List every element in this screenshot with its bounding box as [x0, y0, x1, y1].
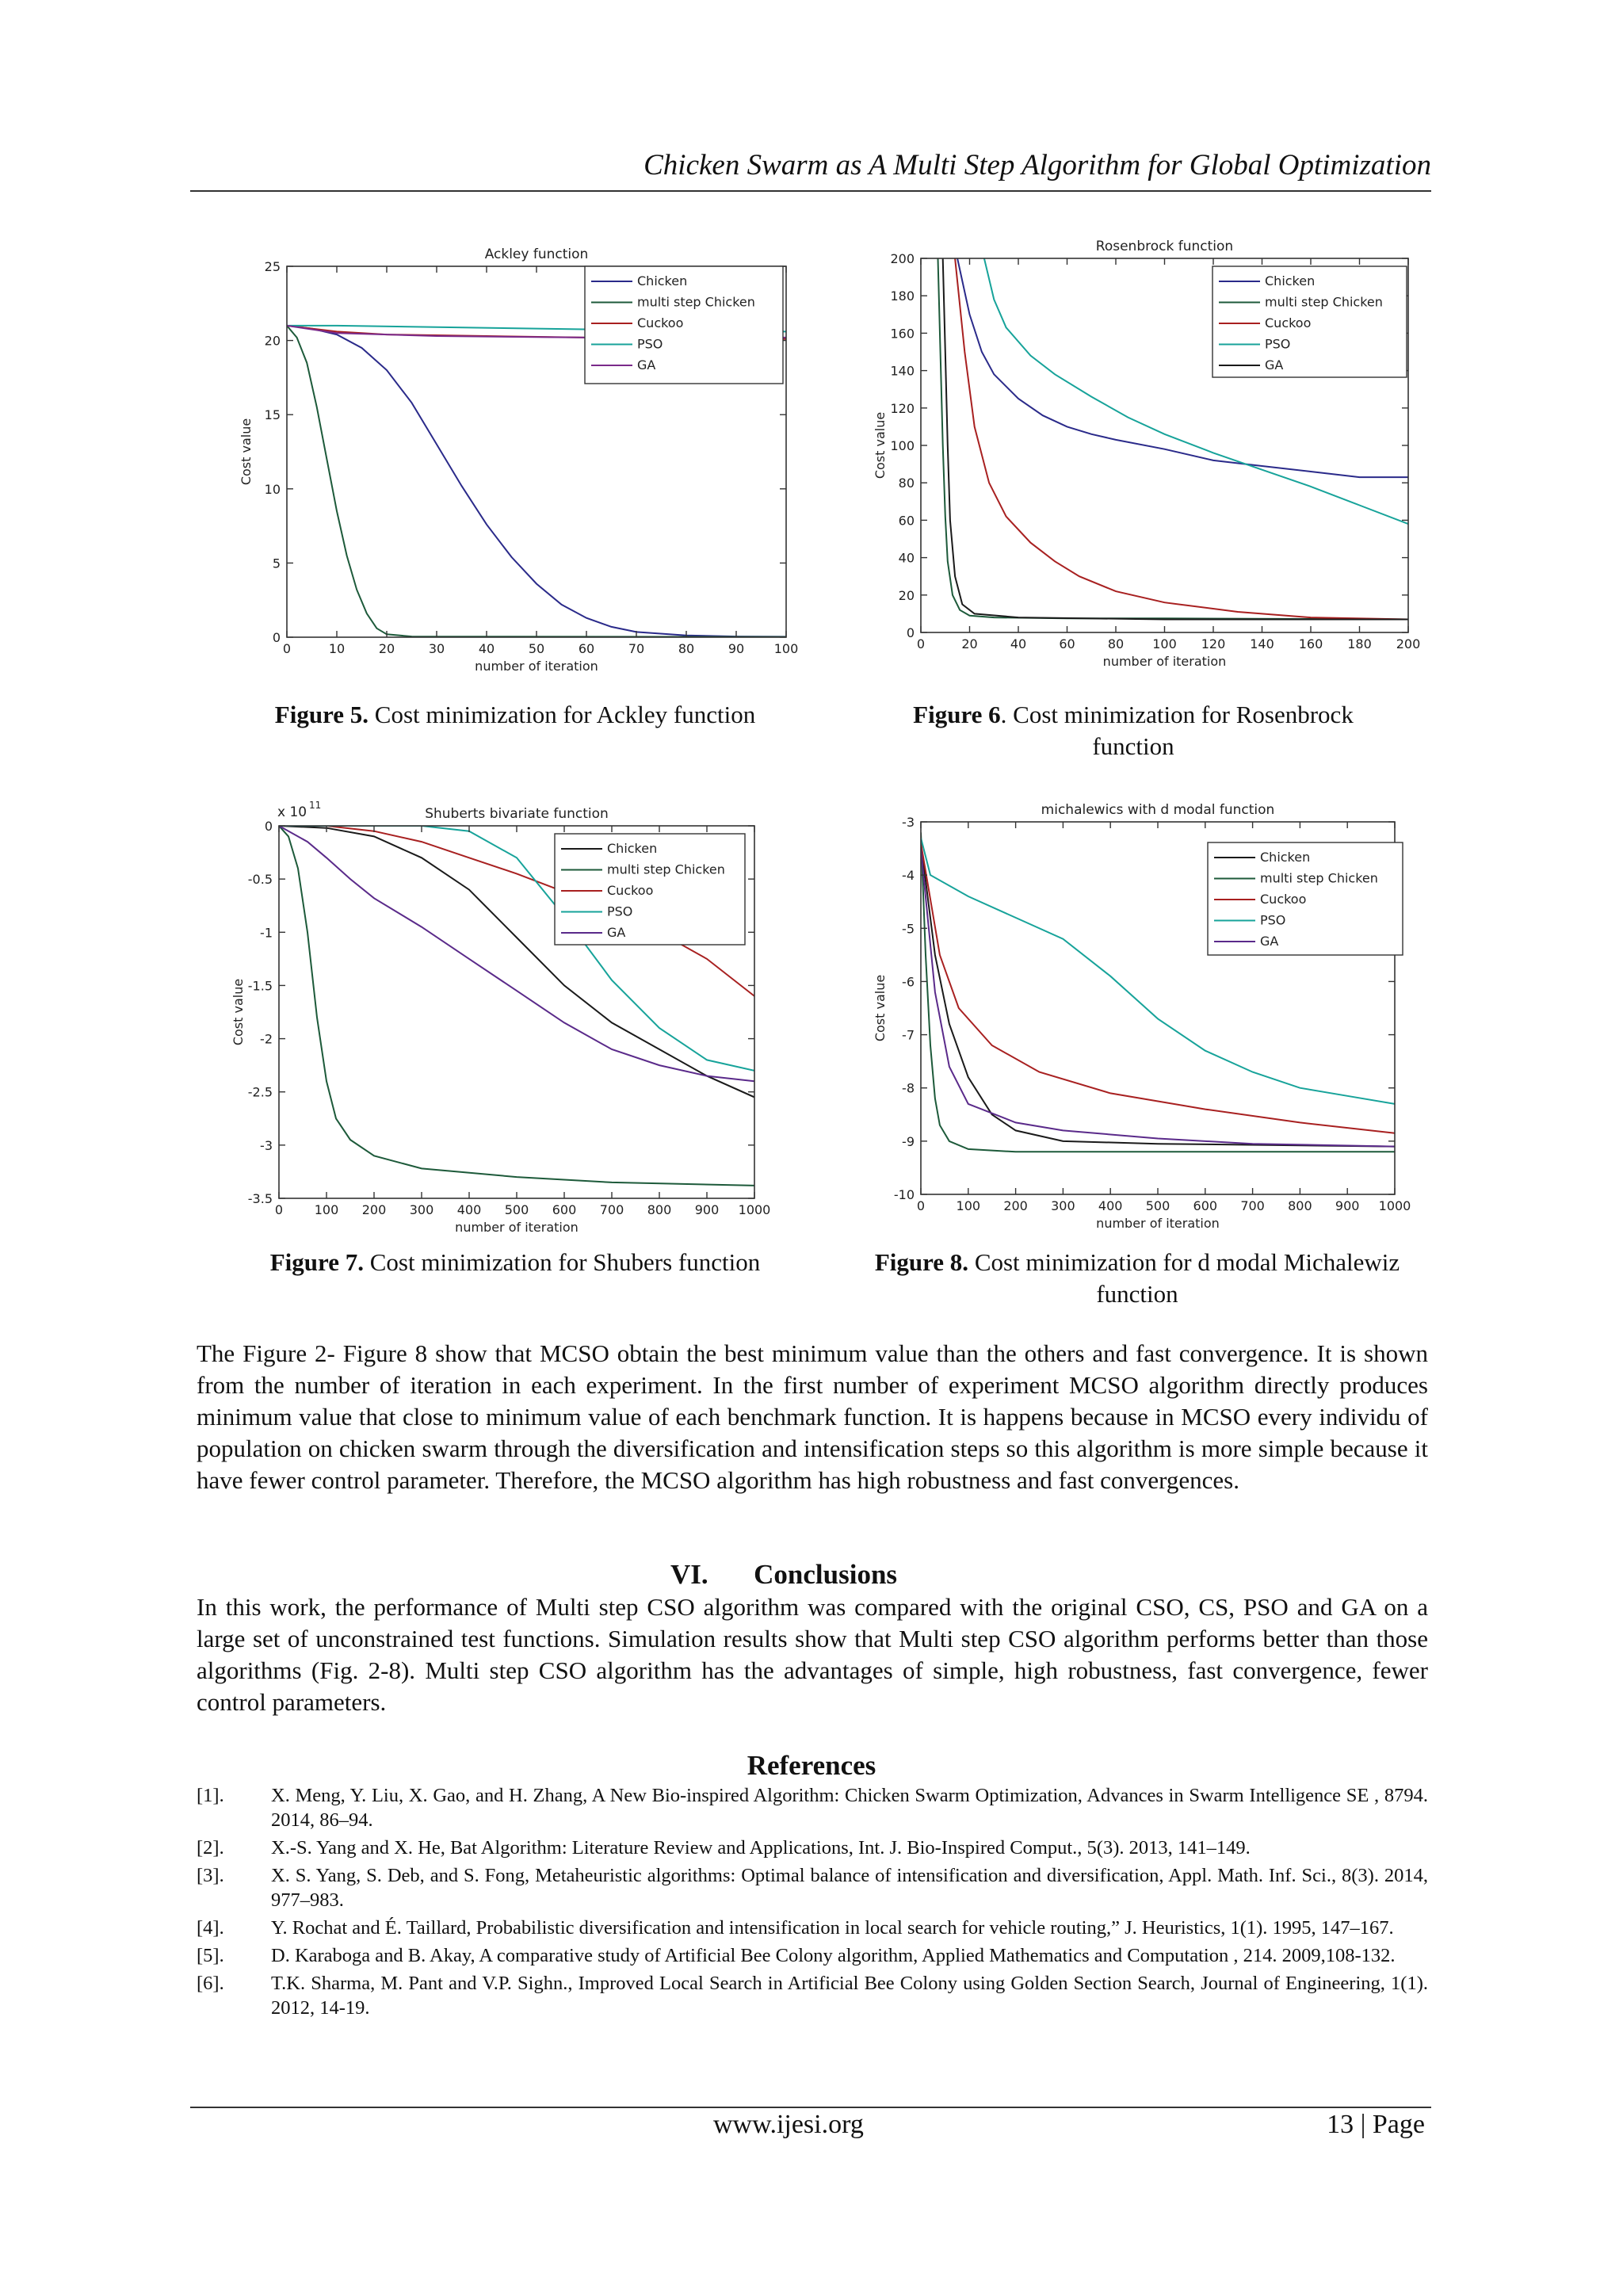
- y-tick-label: -4: [902, 868, 915, 884]
- x-tick-label: 300: [1051, 1198, 1075, 1213]
- legend-label: Chicken: [1265, 273, 1316, 288]
- x-tick-label: 70: [628, 641, 645, 656]
- references-title: References: [747, 1750, 876, 1781]
- figure-text: . Cost minimization for Rosenbrock function: [1000, 701, 1354, 760]
- x-tick-label: 30: [428, 641, 445, 656]
- x-axis-label: number of iteration: [1102, 654, 1227, 669]
- x-tick-label: 1000: [738, 1202, 771, 1217]
- footer-page: 13 | Page: [1327, 2110, 1425, 2139]
- legend: [555, 834, 745, 945]
- y-axis-label: Cost value: [873, 411, 888, 479]
- reference-number: [3].: [197, 1865, 224, 1886]
- figure-7-caption: [214, 1247, 816, 1278]
- legend-label: PSO: [637, 336, 663, 352]
- x-tick-label: 100: [956, 1198, 981, 1213]
- y-tick-label: 160: [890, 326, 915, 342]
- legend: [585, 266, 783, 384]
- reference-number: [4].: [197, 1917, 224, 1939]
- x-tick-label: 600: [552, 1202, 577, 1217]
- ackley-chart: [230, 228, 816, 696]
- reference-text: X.-S. Yang and X. He, Bat Algorithm: Literature Review and Applications, Int. J. Bio-Inspired Comput., 5(3). 2013, 141–149.: [271, 1837, 1251, 1859]
- y-tick-label: 180: [890, 288, 915, 304]
- y-tick-label: -6: [902, 974, 915, 990]
- y-tick-label: 80: [898, 476, 915, 491]
- chart-title: Rosenbrock function: [1095, 239, 1234, 254]
- figure-label: Figure 6: [913, 701, 1001, 728]
- x-tick-label: 160: [1298, 636, 1323, 651]
- michalewicz-chart: [864, 797, 1450, 1240]
- legend-label: Chicken: [607, 841, 658, 856]
- reference-item: [197, 1863, 1428, 1912]
- figure-label: Figure 8.: [874, 1248, 969, 1276]
- y-tick-label: 0: [272, 630, 281, 645]
- y-axis-label: Cost value: [239, 418, 254, 486]
- section-number: VI.: [670, 1559, 708, 1590]
- x-tick-label: 100: [773, 641, 799, 656]
- reference-text: D. Karaboga and B. Akay, A comparative study of Artificial Bee Colony algorithm, Applied Mathematics and Computation , 214. 2009,108-132.: [271, 1945, 1396, 1966]
- x-tick-label: 500: [504, 1202, 529, 1217]
- x-tick-label: 80: [1107, 636, 1125, 651]
- figure-6-caption: [872, 699, 1395, 762]
- legend-label: Cuckoo: [637, 315, 684, 330]
- y-tick-label: 120: [890, 400, 915, 416]
- y-tick-label: 200: [890, 251, 915, 266]
- section-heading: [670, 1559, 897, 1591]
- y-tick-label: 25: [264, 259, 281, 274]
- reference-text: T.K. Sharma, M. Pant and V.P. Sighn., Improved Local Search in Artificial Bee Colony using Golden Section Search, Journal of Engineering, 1(1). 2012, 14-19.: [271, 1973, 1428, 2019]
- chart-title: Shuberts bivariate function: [425, 806, 609, 822]
- reference-number: [1].: [197, 1785, 224, 1806]
- y-tick-label: -8: [902, 1080, 915, 1096]
- x-tick-label: 700: [1240, 1198, 1265, 1213]
- y-tick-label: -7: [902, 1027, 915, 1043]
- x-axis-label: number of iteration: [455, 1220, 579, 1235]
- y-tick-label: -3.5: [247, 1191, 273, 1206]
- reference-item: [197, 1971, 1428, 2020]
- x-tick-label: 100: [314, 1202, 339, 1217]
- legend-label: multi step Chicken: [1265, 294, 1383, 310]
- y-tick-label: 140: [890, 363, 915, 379]
- y-tick-label: 0: [264, 819, 273, 834]
- reference-text: X. Meng, Y. Liu, X. Gao, and H. Zhang, A New Bio-inspired Algorithm: Chicken Swarm Optimization, Advances in Swarm Intelligence SE , 8794. 2014, 86–94.: [271, 1785, 1428, 1831]
- legend-label: GA: [1260, 934, 1279, 949]
- figure-text: Cost minimization for d modal Michalewiz function: [974, 1248, 1400, 1308]
- x-tick-label: 50: [528, 641, 545, 656]
- y-tick-label: -2.5: [247, 1084, 273, 1100]
- y-tick-label: 10: [264, 481, 281, 497]
- x-tick-label: 700: [599, 1202, 624, 1217]
- x-tick-label: 400: [456, 1202, 482, 1217]
- y-tick-label: -5: [902, 921, 915, 937]
- legend-label: Chicken: [637, 273, 688, 288]
- chart-title: michalewics with d modal function: [1041, 802, 1275, 818]
- y-tick-label: -10: [893, 1187, 915, 1202]
- x-tick-label: 0: [274, 1202, 284, 1217]
- rosenbrock-chart: [864, 228, 1450, 680]
- legend-label: GA: [637, 357, 656, 372]
- x-tick-label: 200: [361, 1202, 387, 1217]
- x-tick-label: 60: [1059, 636, 1075, 651]
- legend-label: multi step Chicken: [607, 861, 725, 877]
- footer-rule: [190, 2107, 1431, 2108]
- y-tick-label: 5: [272, 556, 281, 571]
- figure-label: Figure 5.: [274, 701, 369, 728]
- conclusion-paragraph: In this work, the performance of Multi step CSO algorithm was compared with the original CSO, CS, PSO and GA on a large set of unconstrained test functions. Simulation results show that Multi step CSO algorithm performs better than those algorithms (Fig. 2-8). Multi step CSO algorithm has the advantages of simple, high robustness, fast convergence, fewer control parameters.: [197, 1593, 1428, 1716]
- y-tick-label: -2: [260, 1031, 273, 1047]
- y-tick-label: -1.5: [247, 978, 273, 994]
- legend: [1212, 266, 1407, 377]
- body-paragraph: The Figure 2- Figure 8 show that MCSO obtain the best minimum value than the others and fast convergence. It is shown from the number of iteration in each experiment. In the first number of experiment MCSO algorithm directly produces minimum value that close to minimum value of each benchmark function. It is happens because in MCSO every individu of population on chicken swarm through the diversification and intensification steps so this algorithm is more simple because it have fewer control parameter. Therefore, the MCSO algorithm has high robustness and fast convergences.: [197, 1339, 1428, 1494]
- x-axis-label: number of iteration: [1096, 1216, 1220, 1231]
- y-tick-label: 0: [906, 625, 915, 640]
- x-tick-label: 200: [1396, 636, 1421, 651]
- y-multiplier-exponent: 11: [309, 800, 322, 811]
- legend-label: Cuckoo: [1265, 315, 1312, 330]
- y-tick-label: -1: [260, 925, 273, 941]
- reference-number: [6].: [197, 1973, 224, 1994]
- x-tick-label: 20: [378, 641, 395, 656]
- legend-label: PSO: [1260, 912, 1286, 928]
- legend-label: Cuckoo: [607, 883, 654, 898]
- header-rule: [190, 190, 1431, 192]
- x-tick-label: 180: [1347, 636, 1372, 651]
- shubert-chart: [222, 793, 808, 1240]
- legend-label: multi step Chicken: [637, 294, 755, 310]
- reference-item: [197, 1836, 1428, 1860]
- reference-number: [5].: [197, 1945, 224, 1966]
- legend-label: Cuckoo: [1260, 892, 1307, 907]
- reference-item: [197, 1943, 1428, 1968]
- chart-title: Ackley function: [484, 246, 589, 262]
- x-tick-label: 100: [1152, 636, 1177, 651]
- y-tick-label: -3: [260, 1137, 273, 1153]
- x-tick-label: 900: [694, 1202, 720, 1217]
- y-tick-label: -9: [902, 1133, 915, 1149]
- x-tick-label: 40: [478, 641, 495, 656]
- legend-label: PSO: [607, 904, 633, 919]
- y-axis-label: Cost value: [873, 974, 888, 1042]
- x-tick-label: 300: [409, 1202, 434, 1217]
- y-tick-label: 40: [898, 550, 915, 566]
- x-tick-label: 1000: [1378, 1198, 1411, 1213]
- y-tick-label: -3: [902, 815, 915, 830]
- legend-label: PSO: [1265, 336, 1291, 352]
- reference-list: [197, 1783, 1428, 2023]
- x-tick-label: 500: [1145, 1198, 1170, 1213]
- x-tick-label: 800: [647, 1202, 672, 1217]
- legend: [1208, 842, 1403, 955]
- reference-text: X. S. Yang, S. Deb, and S. Fong, Metaheuristic algorithms: Optimal balance of intensification and diversification, Appl. Math. Inf. Sci., 8(3). 2014, 977–983.: [271, 1865, 1428, 1911]
- legend-label: multi step Chicken: [1260, 870, 1378, 886]
- running-title: Chicken Swarm as A Multi Step Algorithm for Global Optimization: [643, 149, 1431, 181]
- reference-text: Y. Rochat and É. Taillard, Probabilistic diversification and intensification in local search for vehicle routing,” J. Heuristics, 1(1). 1995, 147–167.: [271, 1917, 1394, 1939]
- y-tick-label: 100: [890, 438, 915, 453]
- reference-item: [197, 1783, 1428, 1832]
- footer-site[interactable]: www.ijesi.org: [713, 2110, 864, 2139]
- reference-item: [197, 1916, 1428, 1940]
- x-tick-label: 40: [1010, 636, 1027, 651]
- figure-8-caption: [832, 1247, 1442, 1310]
- x-tick-label: 90: [727, 641, 745, 656]
- figure-5-caption: [214, 699, 816, 731]
- y-tick-label: 20: [264, 333, 281, 349]
- x-tick-label: 0: [916, 1198, 926, 1213]
- legend-label: Chicken: [1260, 850, 1311, 865]
- x-tick-label: 60: [578, 641, 595, 656]
- legend-label: GA: [1265, 357, 1284, 372]
- section-title: Conclusions: [754, 1559, 898, 1590]
- y-axis-label: Cost value: [231, 978, 246, 1046]
- x-tick-label: 80: [678, 641, 695, 656]
- x-tick-label: 400: [1098, 1198, 1123, 1213]
- x-axis-label: number of iteration: [475, 659, 598, 674]
- x-tick-label: 0: [282, 641, 292, 656]
- x-tick-label: 10: [328, 641, 346, 656]
- x-tick-label: 200: [1003, 1198, 1028, 1213]
- x-tick-label: 0: [916, 636, 926, 651]
- y-tick-label: -0.5: [247, 872, 273, 888]
- y-tick-label: 60: [898, 513, 915, 529]
- y-multiplier: x 10: [277, 804, 307, 820]
- y-tick-label: 20: [898, 587, 915, 603]
- x-tick-label: 800: [1288, 1198, 1312, 1213]
- figure-label: Figure 7.: [269, 1248, 364, 1276]
- x-tick-label: 140: [1250, 636, 1274, 651]
- x-tick-label: 120: [1201, 636, 1226, 651]
- x-tick-label: 600: [1193, 1198, 1218, 1213]
- figure-text: Cost minimization for Shubers function: [369, 1248, 761, 1276]
- y-tick-label: 15: [264, 407, 281, 423]
- figure-text: Cost minimization for Ackley function: [374, 701, 756, 728]
- legend-label: GA: [607, 925, 626, 940]
- reference-number: [2].: [197, 1837, 224, 1859]
- x-tick-label: 900: [1335, 1198, 1360, 1213]
- x-tick-label: 20: [961, 636, 978, 651]
